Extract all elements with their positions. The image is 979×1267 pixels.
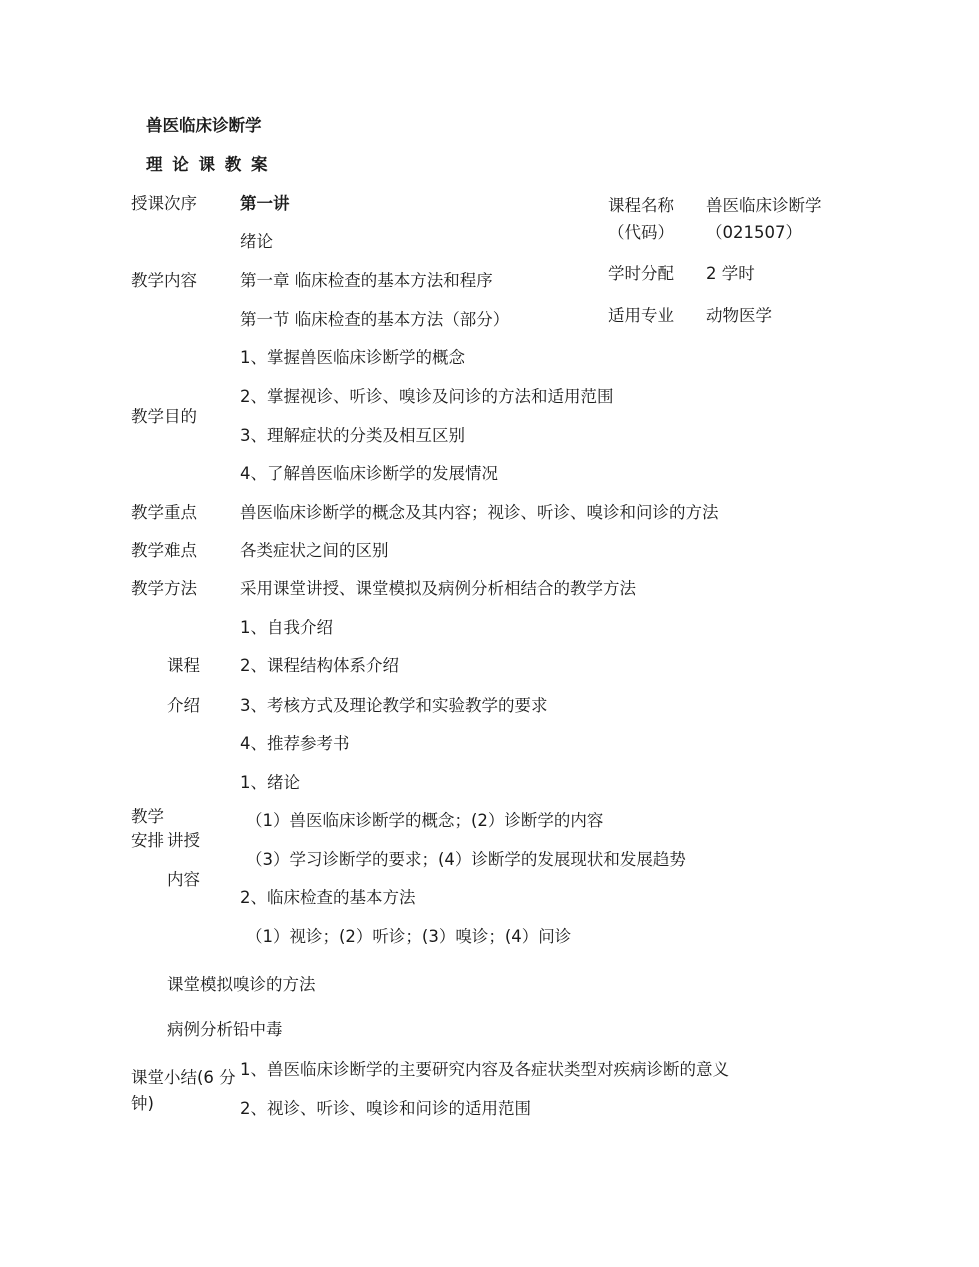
objective-item: 3、理解症状的分类及相互区别 — [240, 426, 465, 445]
intro-item: 2、课程结构体系介绍 — [240, 656, 399, 675]
course-code-value: （021507） — [706, 223, 802, 242]
plan-title: 理 论 课 教 案 — [146, 155, 270, 174]
difficulties-text: 各类症状之间的区别 — [240, 541, 389, 560]
objective-item: 1、掌握兽医临床诊断学的概念 — [240, 348, 465, 367]
arrangement-label: 教学 — [131, 807, 164, 826]
content-line: 第一节 临床检查的基本方法（部分） — [240, 310, 510, 329]
objectives-label: 教学目的 — [131, 407, 197, 426]
summary-item: 1、兽医临床诊断学的主要研究内容及各症状类型对疾病诊断的意义 — [240, 1060, 729, 1079]
intro-item: 4、推荐参考书 — [240, 734, 350, 753]
summary-item: 2、视诊、听诊、嗅诊和问诊的适用范围 — [240, 1099, 531, 1118]
summary-label: 课堂小结(6 分 — [131, 1068, 236, 1087]
simulation-text: 课堂模拟嗅诊的方法 — [167, 975, 316, 994]
lecture-item: 2、临床检查的基本方法 — [240, 888, 416, 907]
lecture-content-label: 讲授 — [167, 831, 200, 850]
difficulties-label: 教学难点 — [131, 541, 197, 560]
content-line: 第一章 临床检查的基本方法和程序 — [240, 271, 493, 290]
intro-label: 课程 — [167, 656, 200, 675]
lecture-item: 1、绪论 — [240, 773, 300, 792]
content-label: 教学内容 — [131, 271, 197, 290]
lecture-item: （1）兽医临床诊断学的概念；(2）诊断学的内容 — [246, 811, 604, 830]
methods-text: 采用课堂讲授、课堂模拟及病例分析相结合的教学方法 — [240, 579, 636, 598]
major-value: 动物医学 — [706, 306, 772, 325]
lecture-item: （3）学习诊断学的要求；(4）诊断学的发展现状和发展趋势 — [246, 850, 686, 869]
summary-label: 钟) — [131, 1094, 154, 1113]
key-points-text: 兽医临床诊断学的概念及其内容；视诊、听诊、嗅诊和问诊的方法 — [240, 503, 719, 522]
content-line: 绪论 — [240, 232, 273, 251]
course-code-label: （代码） — [608, 223, 674, 242]
hours-value: 2 学时 — [706, 264, 755, 283]
case-text: 病例分析铅中毒 — [167, 1020, 283, 1039]
major-label: 适用专业 — [608, 306, 674, 325]
course-name-label: 课程名称 — [608, 196, 674, 215]
objective-item: 4、了解兽医临床诊断学的发展情况 — [240, 464, 498, 483]
lecture-number: 第一讲 — [240, 194, 290, 213]
lecture-item: （1）视诊；(2）听诊；(3）嗅诊；(4）问诊 — [246, 927, 572, 946]
intro-item: 1、自我介绍 — [240, 618, 333, 637]
lecture-content-label: 内容 — [167, 870, 200, 889]
arrangement-label: 安排 — [131, 831, 164, 850]
objective-item: 2、掌握视诊、听诊、嗅诊及问诊的方法和适用范围 — [240, 387, 614, 406]
key-points-label: 教学重点 — [131, 503, 197, 522]
hours-label: 学时分配 — [608, 264, 674, 283]
intro-label: 介绍 — [167, 696, 200, 715]
methods-label: 教学方法 — [131, 579, 197, 598]
course-name-value: 兽医临床诊断学 — [706, 196, 822, 215]
order-label: 授课次序 — [131, 194, 197, 213]
course-title: 兽医临床诊断学 — [146, 116, 262, 135]
intro-item: 3、考核方式及理论教学和实验教学的要求 — [240, 696, 548, 715]
